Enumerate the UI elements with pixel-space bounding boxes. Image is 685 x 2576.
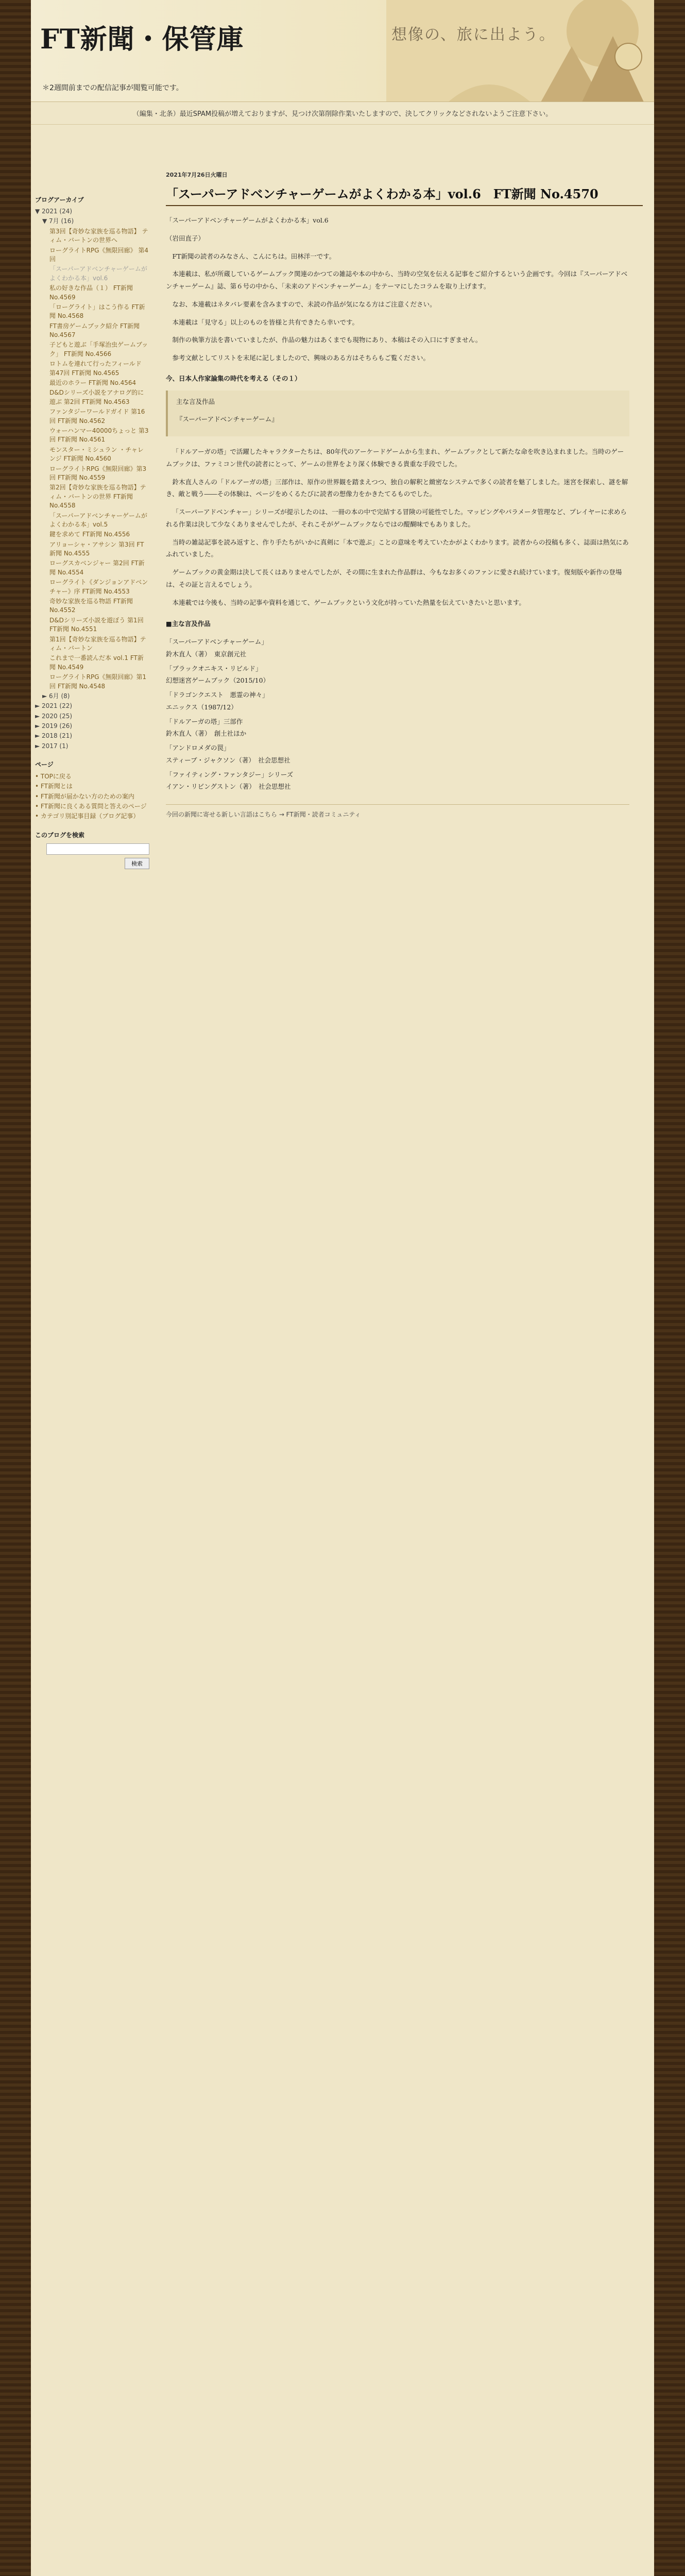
intro-line-1: 「スーパーアドベンチャーゲームがよくわかる本」vol.6 (166, 216, 329, 224)
archive-item[interactable]: 「スーパーアドベンチャーゲームがよくわかる本」vol.5 (49, 512, 147, 528)
archive-item[interactable]: ► 2019 (26) (35, 722, 73, 730)
archive-item[interactable]: ローグライトRPG《無限回廊》 第4回 (49, 246, 148, 263)
archive-item[interactable]: 第3回【奇妙な家族を巡る物語】 ティム・バートンの世界へ (49, 227, 148, 244)
body-paragraph: 参考文献としてリストを末尾に記しましたので、興味のある方はそちらもご覧ください。 (172, 354, 430, 362)
archive-item[interactable]: 最近のホラー FT新聞 No.4564 (49, 379, 136, 387)
search-input[interactable] (46, 843, 149, 855)
left-background-pattern (0, 0, 31, 2576)
archive-item[interactable]: モンスター・ミシュラン ・チャレンジ FT新聞 No.4560 (49, 446, 144, 463)
reference-list (166, 636, 629, 793)
reference-item (166, 716, 629, 740)
page-link[interactable]: • FT新聞に良くある質問と答えのページ (35, 802, 149, 811)
reference-title: 「ブラックオニキス・リビルド」 (166, 664, 262, 672)
site-description: ＊2週間前までの配信記事が閲覧可能です。 (42, 84, 183, 92)
section-paragraph: 「スーパーアドベンチャー」シリーズが提示したのは、一冊の本の中で完結する冒険の可能性でした。マッピングやパラメータ管理など、プレイヤーに求められる作業は決して少なくありませんでしたが、それこそがゲームブックならではの醍醐味でもありました。 (166, 508, 627, 528)
reference-title: 「ファイティング・ファンタジー」シリーズ (166, 770, 294, 778)
reference-item (166, 636, 629, 660)
reference-meta: スティーブ・ジャクソン（著） 社会思想社 (166, 756, 290, 764)
site-tagline: 想像の、旅に出よう。 (391, 26, 556, 44)
archive-item[interactable]: ローグスカベンジャー 第2回 FT新聞 No.4554 (49, 560, 145, 576)
site-header (31, 0, 654, 102)
archive-item[interactable]: 「ローグライト」はこう作る FT新聞 No.4568 (49, 303, 145, 320)
refs-heading: ■主な言及作品 (166, 620, 211, 628)
reference-item (166, 689, 629, 714)
archive-list (35, 207, 149, 751)
archive-item[interactable]: ► 2021 (22) (35, 702, 73, 710)
reference-item (166, 742, 629, 767)
page-link[interactable]: • カテゴリ別記事目録（ブログ記事） (35, 811, 149, 821)
archive-item[interactable]: ローグライトRPG《無限回廊》第1回 FT新聞 No.4548 (49, 673, 147, 690)
section-paragraphs (166, 446, 629, 608)
archive-item[interactable]: 奇妙な家族を巡る物語 FT新聞 No.4552 (49, 598, 133, 614)
archive-item[interactable]: アリョーシャ・アサシン 第3回 FT新聞 No.4555 (49, 540, 144, 557)
body-paragraph: 本連載は「見守る」以上のものを皆様と共有できたら幸いです。 (172, 318, 359, 326)
archive-item[interactable]: ► 2018 (21) (35, 732, 73, 740)
post-title[interactable]: 「スーパーアドベンチャーゲームがよくわかる本」vol.6 FT新聞 No.4570 (166, 184, 643, 206)
reference-title: 「アンドロメダの罠」 (166, 744, 230, 752)
header-illustration (386, 0, 654, 102)
spam-notice: （編集・北条）最近SPAM投稿が増えておりますが、見つけ次第削除作業いたしますので、決してクリックなどされないようご注意下さい。 (31, 102, 654, 125)
intro-line-2: （岩田直子） (166, 234, 205, 242)
section-paragraph: 鈴木直人さんの「ドルアーガの塔」三部作は、原作の世界観を踏まえつつ、独自の解釈と緻密なシステムで多くの読者を魅了しました。迷宮を探索し、謎を解き、敵と戦う――その体験は、ページをめくるたびに読者の想像力をかきたてるものでした。 (166, 478, 628, 498)
body-paragraph: FT新聞の読者のみなさん、こんにちは。田林洋一です。 (172, 252, 336, 260)
reference-meta: イアン・リビングストン（著） 社会思想社 (166, 783, 291, 791)
intro-paragraphs (166, 250, 629, 364)
archive-item[interactable]: ファンタジーワールドガイド 第16回 FT新聞 No.4562 (49, 408, 145, 425)
reference-title: 「スーパーアドベンチャーゲーム」 (166, 638, 268, 646)
main-content (166, 125, 643, 821)
archive-item[interactable]: 第2回【奇妙な家族を巡る物語】ティム・バートンの世界 FT新聞 No.4558 (49, 484, 146, 510)
archive-item[interactable]: FT書房ゲームブック紹介 FT新聞 No.4567 (49, 322, 140, 339)
sidebar (35, 192, 149, 869)
section-paragraph: 「ドルアーガの塔」で活躍したキャラクターたちは、80年代のアーケードゲームから生まれ、ゲームブックとして新たな命を吹き込まれました。当時のゲームブックは、ファミコン世代の読者にとって、ゲームの世界をより深く体験できる貴重な手段でした。 (166, 448, 624, 468)
archive-item[interactable]: ウォーハンマー40000ちょっと 第3回 FT新聞 No.4561 (49, 427, 149, 444)
ref-intro: 『スーパーアドベンチャーゲーム』 (176, 415, 278, 423)
archive-item[interactable]: 私の好きな作品（１） FT新聞 No.4569 (49, 284, 133, 301)
right-background-pattern (654, 0, 685, 2576)
archive-item[interactable]: ローグライト《ダンジョンアドベンチャー》序 FT新聞 No.4553 (49, 579, 148, 595)
section-paragraph: ゲームブックの黄金期は決して長くはありませんでしたが、その間に生まれた作品群は、今もなお多くのファンに愛され続けています。復刻版や新作の登場は、その証と言えるでしょう。 (166, 568, 622, 588)
archive-heading: ブログアーカイブ (35, 196, 84, 204)
archive-item[interactable]: ▼ 2021 (24) (35, 208, 73, 215)
archive-item[interactable]: 第1回【奇妙な家族を巡る物語】ティム・バートン (49, 635, 146, 652)
search-button[interactable]: 検索 (125, 858, 149, 869)
archive-item[interactable]: 「スーパーアドベンチャーゲームがよくわかる本」vol.6 (49, 265, 147, 282)
archive-item[interactable]: ► 6月 (8) (42, 692, 70, 700)
archive-item[interactable]: D&Dシリーズ小説をアナログ的に遊ぶ 第2回 FT新聞 No.4563 (49, 389, 144, 405)
section-subtitle: 今、日本人作家論集の時代を考える（その１） (166, 374, 301, 382)
body-paragraph: 制作の執筆方法を書いていましたが、作品の魅力はあくまでも現物にあり、本稿はその入口にすぎません。 (172, 336, 482, 344)
page-container (31, 0, 654, 2576)
reference-title: 「ドルアーガの塔」三部作 (166, 717, 243, 725)
reference-title: 「ドラゴンクエスト 悪霊の神々」 (166, 691, 269, 699)
page-link[interactable]: • FT新聞とは (35, 782, 149, 791)
post-date: 2021年7月26日火曜日 (166, 172, 228, 178)
section-paragraph: 当時の雑誌記事を読み返すと、作り手たちがいかに真剣に「本で遊ぶ」ことの意味を考えていたかがよくわかります。読者からの投稿も多く、誌面は熱気にあふれていました。 (166, 538, 629, 558)
content-columns (31, 125, 654, 2576)
reference-meta: 幻想迷宮ゲームブック（2015/10） (166, 676, 270, 685)
reference-item (166, 769, 629, 793)
pages-heading: ページ (35, 761, 54, 769)
archive-item[interactable]: ロトムを連れて行ったフィールド 第47回 FT新聞 No.4565 (49, 360, 142, 377)
archive-item[interactable]: 子どもと遊ぶ「手塚治虫ゲームブック」 FT新聞 No.4566 (49, 341, 148, 358)
pages-list (35, 772, 149, 821)
page-link[interactable]: • FT新聞が届かない方のための案内 (35, 792, 149, 802)
section-paragraph: 本連載では今後も、当時の記事や資料を通じて、ゲームブックという文化が持っていた熱量を伝えていきたいと思います。 (172, 598, 525, 606)
archive-item[interactable]: D&Dシリーズ小説を遊ぼう 第1回 FT新聞 No.4551 (49, 616, 144, 633)
reference-meta: 鈴木直人（著） 創土社ほか (166, 730, 247, 738)
archive-item[interactable]: ► 2017 (1) (35, 742, 68, 750)
reference-meta: エニックス（1987/12） (166, 703, 237, 711)
page-link[interactable]: • TOPに戻る (35, 772, 149, 782)
archive-item[interactable]: ローグライトRPG《無限回廊》第3回 FT新聞 No.4559 (49, 465, 147, 481)
body-paragraph: なお、本連載はネタバレ要素を含みますので、未読の作品が気になる方はご注意ください。 (172, 300, 436, 308)
reference-item (166, 663, 629, 687)
post-body (166, 214, 629, 821)
search-heading: このブログを検索 (35, 832, 85, 839)
reference-box (166, 391, 629, 437)
body-paragraph: 本連載は、私が所蔵しているゲームブック関連のかつての雑誌や本の中から、当時の空気を伝える記事をご紹介するという企画です。今回は『スーパーアドベンチャーゲーム』誌、第６号の中から、「未来のアドベンチャーゲーム」をテーマにしたコラムを取り上げます。 (166, 270, 628, 290)
site-title[interactable]: FT新聞・保管庫 (40, 24, 244, 55)
archive-item[interactable]: ▼ 7月 (16) (42, 217, 74, 225)
search-box (35, 843, 149, 869)
archive-item[interactable]: 鍵を求めて FT新聞 No.4556 (49, 531, 130, 538)
post-footer[interactable]: 今回の新聞に寄せる新しい言語はこちら → FT新聞・読者コミュニティ (166, 804, 629, 821)
archive-item[interactable]: ► 2020 (25) (35, 712, 73, 720)
ref-title: 主な言及作品 (176, 397, 215, 405)
archive-item[interactable]: これまで一番読んだ本 vol.1 FT新聞 No.4549 (49, 654, 144, 671)
reference-meta: 鈴木直人（著） 東京創元社 (166, 650, 247, 658)
